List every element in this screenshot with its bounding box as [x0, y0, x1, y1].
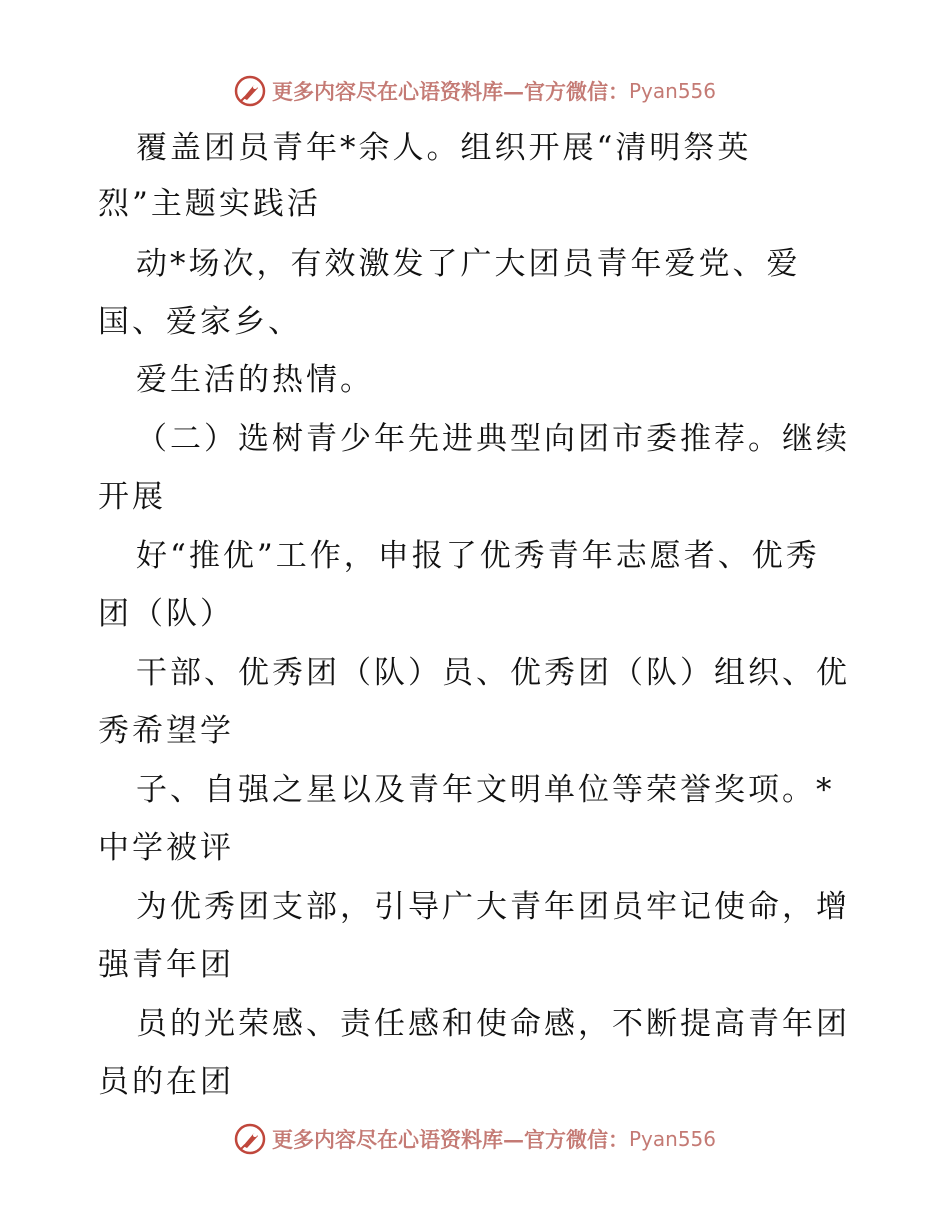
watermark-site-text: 更多内容尽在心语资料库	[271, 1127, 503, 1152]
watermark-wechat-label: 官方微信：	[523, 79, 629, 104]
paragraph-line: 好“推优”工作，申报了优秀青年志愿者、优秀	[136, 538, 820, 574]
paragraph-line: 开展	[98, 479, 166, 515]
header-watermark	[0, 71, 950, 111]
footer-watermark	[0, 1119, 950, 1159]
pen-nib-logo-icon	[234, 1123, 266, 1155]
paragraph-line: 国、爱家乡、	[98, 304, 302, 340]
paragraph-line: （二）选树青少年先进典型向团市委推荐。继续	[136, 421, 850, 457]
paragraph-line: 员的在团	[98, 1064, 234, 1100]
paragraph-line: 员的光荣感、责任感和使命感，不断提高青年团	[136, 1006, 850, 1042]
pen-nib-logo-icon	[234, 75, 266, 107]
paragraph-line: 为优秀团支部，引导广大青年团员牢记使命，增	[136, 889, 850, 925]
paragraph-line: 子、自强之星以及青年文明单位等荣誉奖项。*	[136, 772, 835, 808]
watermark-wechat-id: Pyan556	[628, 1127, 716, 1151]
paragraph-line: 中学被评	[98, 830, 234, 866]
paragraph-line: 覆盖团员青年*余人。组织开展“清明祭英	[136, 130, 752, 166]
paragraph-line: 团（队）	[98, 596, 234, 632]
paragraph-line: 秀希望学	[98, 713, 234, 749]
watermark-dash: —	[502, 78, 524, 104]
paragraph-line: 干部、优秀团（队）员、优秀团（队）组织、优	[136, 655, 850, 691]
watermark-wechat-id: Pyan556	[628, 79, 716, 103]
watermark-wechat-label: 官方微信：	[523, 1127, 629, 1152]
paragraph-line: 动*场次，有效激发了广大团员青年爱党、爱	[136, 246, 801, 282]
paragraph-line: 烈”主题实践活	[98, 186, 321, 222]
paragraph-line: 强青年团	[98, 947, 234, 983]
paragraph-line: 爱生活的热情。	[136, 362, 374, 398]
watermark-dash: —	[502, 1126, 524, 1152]
watermark-site-text: 更多内容尽在心语资料库	[271, 79, 503, 104]
